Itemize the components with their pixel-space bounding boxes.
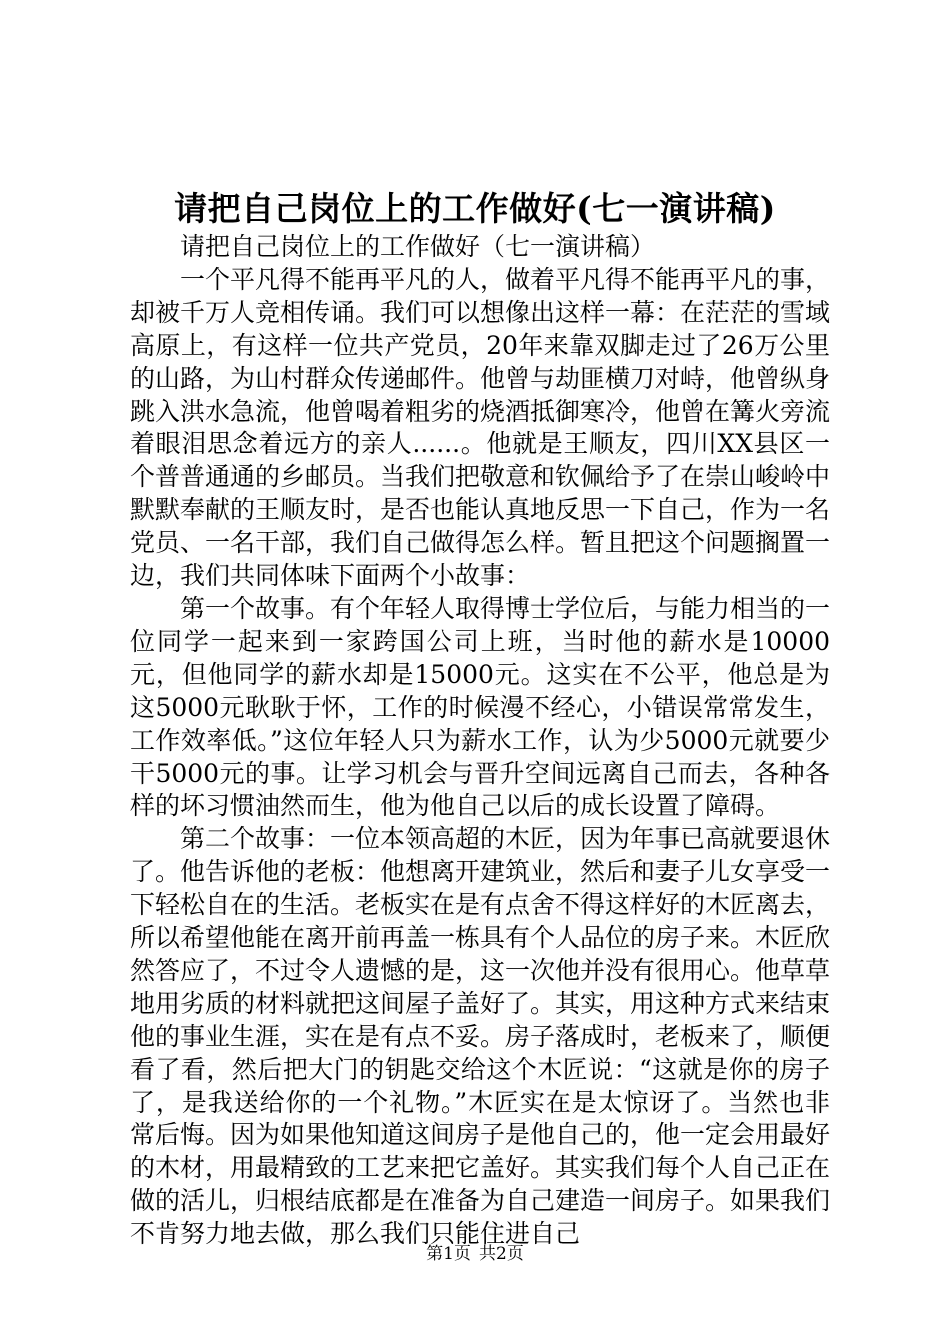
paragraph-story-two: 第二个故事：一位本领高超的木匠，因为年事已高就要退休了。他告诉他的老板：他想离开建筑业，然后和妻子儿女享受一下轻松自在的生活。老板实在是有点舍不得这样好的木匠离去，所以希望他能在离开前再盖一栋具有个人品位的房子来。木匠欣然答应了，不过令人遗憾的是，这一次他并没有很用心。他草草地用劣质的材料就把这间屋子盖好了。其实，用这种方式来结束他的事业生涯，实在是有点不妥。房子落成时，老板来了，顺便看了看，然后把大门的钥匙交给这个木匠说：“这就是你的房子了，是我送给你的一个礼物。”木匠实在是太惊讶了。当然也非常后悔。因为如果他知道这间房子是他自己的，他一定会用最好的木材，用最精致的工艺来把它盖好。其实我们每个人自己正在做的活儿，归根结底都是在准备为自己建造一间房子。如果我们不肯努力地去做，那么我们只能住进自己 [130,824,831,1249]
page-footer [0,1243,950,1265]
paragraph-intro: 一个平凡得不能再平凡的人，做着平凡得不能再平凡的事，却被千万人竞相传诵。我们可以想像出这样一幕：在茫茫的雪域高原上，有这样一位共产党员，20年来靠双脚走过了26万公里的山路，为山村群众传递邮件。他曾与劫匪横刀对峙，他曾纵身跳入洪水急流，他曾喝着粗劣的烧酒抵御寒冷，他曾在篝火旁流着眼泪思念着远方的亲人......。他就是王顺友，四川XX县区一个普普通通的乡邮员。当我们把敬意和钦佩给予了在崇山峻岭中默默奉献的王顺友时，是否也能认真地反思一下自己，作为一名党员、一名干部，我们自己做得怎么样。暂且把这个问题搁置一边，我们共同体味下面两个小故事： [130,264,831,591]
page-total: 共2页 [479,1244,524,1264]
paragraph-story-one: 第一个故事。有个年轻人取得博士学位后，与能力相当的一位同学一起来到一家跨国公司上班，当时他的薪水是10000元，但他同学的薪水却是15000元。这实在不公平，他总是为这5000元耿耿于怀，工作的时候漫不经心，小错误常常发生，工作效率低。”这位年轻人只为薪水工作，认为少5000元就要少干5000元的事。让学习机会与晋升空间远离自己而去，各种各样的坏习惯油然而生，他为他自己以后的成长设置了障碍。 [130,593,831,821]
document-subtitle: 请把自己岗位上的工作做好（七一演讲稿） [180,232,656,261]
document-body [130,231,830,1251]
document-title: 请把自己岗位上的工作做好(七一演讲稿) [174,189,776,228]
page-number: 第1页 [426,1244,471,1264]
